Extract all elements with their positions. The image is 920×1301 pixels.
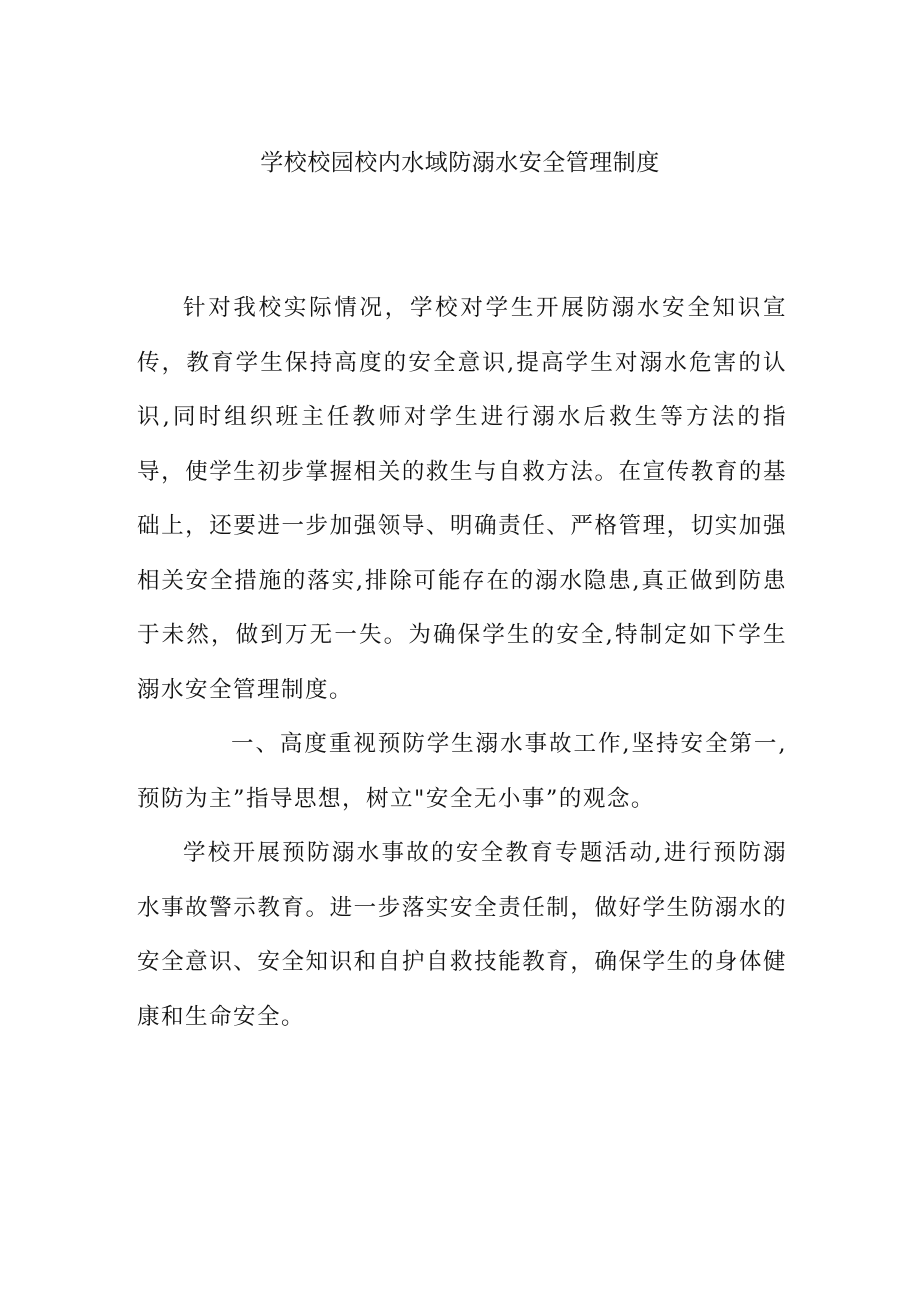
- paragraph-section-one: 一、高度重视预防学生溺水事故工作,坚持安全第一,预防为主”指导思想，树立"安全无小事”的观念。: [137, 731, 787, 812]
- document-title: 学校校园校内水域防溺水安全管理制度: [260, 150, 660, 176]
- document-body: [137, 281, 787, 1044]
- paragraph-intro: 针对我校实际情况，学校对学生开展防溺水安全知识宣传，教育学生保持高度的安全意识,提高学生对溺水危害的认识,同时组织班主任教师对学生进行溺水后救生等方法的指导，使学生初步掌握相关的救生与自救方法。在宣传教育的基础上，还要进一步加强领导、明确责任、严格管理，切实加强相关安全措施的落实,排除可能存在的溺水隐患,真正做到防患于未然，做到万无一失。为确保学生的安全,特制定如下学生溺水安全管理制度。: [137, 295, 787, 703]
- paragraph-education: 学校开展预防溺水事故的安全教育专题活动,进行预防溺水事故警示教育。进一步落实安全责任制，做好学生防溺水的安全意识、安全知识和自护自救技能教育，确保学生的身体健康和生命安全。: [137, 840, 787, 1030]
